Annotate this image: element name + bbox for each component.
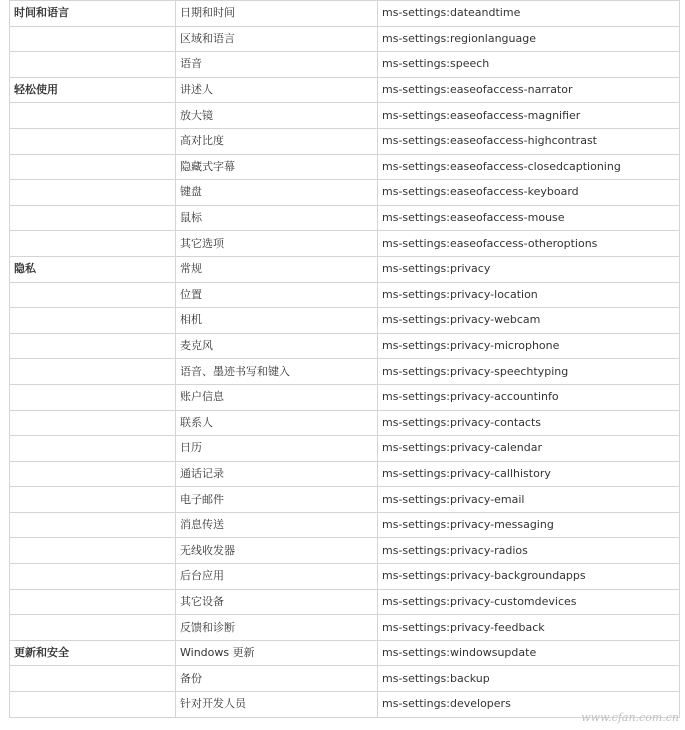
category-cell <box>10 333 176 359</box>
setting-name-cell: Windows 更新 <box>176 640 378 666</box>
setting-name-cell: 备份 <box>176 666 378 692</box>
setting-name-cell: 日历 <box>176 436 378 462</box>
uri-cell: ms-settings:privacy-microphone <box>378 333 680 359</box>
table-row <box>10 256 680 282</box>
setting-name-cell: 鼠标 <box>176 205 378 231</box>
category-cell <box>10 666 176 692</box>
table-row <box>10 564 680 590</box>
uri-cell: ms-settings:privacy-contacts <box>378 410 680 436</box>
setting-name-cell: 隐藏式字幕 <box>176 154 378 180</box>
uri-cell: ms-settings:developers <box>378 692 680 718</box>
uri-cell: ms-settings:privacy-radios <box>378 538 680 564</box>
table-row <box>10 538 680 564</box>
uri-cell: ms-settings:speech <box>378 52 680 78</box>
table-row <box>10 384 680 410</box>
uri-cell: ms-settings:easeofaccess-magnifier <box>378 103 680 129</box>
watermark: www.cfan.com.cn <box>581 711 679 724</box>
uri-cell: ms-settings:easeofaccess-mouse <box>378 205 680 231</box>
category-cell <box>10 154 176 180</box>
category-cell <box>10 308 176 334</box>
category-cell <box>10 564 176 590</box>
table-row <box>10 410 680 436</box>
uri-cell: ms-settings:privacy-customdevices <box>378 589 680 615</box>
table-row <box>10 77 680 103</box>
table-row <box>10 26 680 52</box>
category-cell: 时间和语言 <box>10 1 176 27</box>
table-row <box>10 615 680 641</box>
setting-name-cell: 常规 <box>176 256 378 282</box>
uri-cell: ms-settings:privacy-callhistory <box>378 461 680 487</box>
setting-name-cell: 麦克风 <box>176 333 378 359</box>
settings-uri-table <box>9 0 680 718</box>
setting-name-cell: 高对比度 <box>176 128 378 154</box>
category-cell <box>10 128 176 154</box>
table-body <box>10 1 680 718</box>
table-row <box>10 692 680 718</box>
table-row <box>10 308 680 334</box>
table-row <box>10 461 680 487</box>
category-cell <box>10 589 176 615</box>
category-cell: 隐私 <box>10 256 176 282</box>
table-row <box>10 282 680 308</box>
category-cell <box>10 52 176 78</box>
uri-cell: ms-settings:regionlanguage <box>378 26 680 52</box>
table-row <box>10 205 680 231</box>
uri-cell: ms-settings:backup <box>378 666 680 692</box>
setting-name-cell: 针对开发人员 <box>176 692 378 718</box>
category-cell <box>10 461 176 487</box>
category-cell <box>10 384 176 410</box>
table-row <box>10 640 680 666</box>
setting-name-cell: 讲述人 <box>176 77 378 103</box>
table-row <box>10 180 680 206</box>
category-cell <box>10 180 176 206</box>
setting-name-cell: 联系人 <box>176 410 378 436</box>
table-row <box>10 154 680 180</box>
category-cell <box>10 359 176 385</box>
setting-name-cell: 其它选项 <box>176 231 378 257</box>
category-cell <box>10 410 176 436</box>
category-cell <box>10 231 176 257</box>
uri-cell: ms-settings:privacy-location <box>378 282 680 308</box>
setting-name-cell: 键盘 <box>176 180 378 206</box>
table-row <box>10 359 680 385</box>
table-row <box>10 1 680 27</box>
category-cell <box>10 436 176 462</box>
uri-cell: ms-settings:privacy-messaging <box>378 512 680 538</box>
table-row <box>10 436 680 462</box>
uri-cell: ms-settings:privacy-calendar <box>378 436 680 462</box>
setting-name-cell: 反馈和诊断 <box>176 615 378 641</box>
category-cell <box>10 692 176 718</box>
category-cell <box>10 282 176 308</box>
setting-name-cell: 无线收发器 <box>176 538 378 564</box>
table-row <box>10 512 680 538</box>
table-row <box>10 487 680 513</box>
uri-cell: ms-settings:dateandtime <box>378 1 680 27</box>
uri-cell: ms-settings:privacy-backgroundapps <box>378 564 680 590</box>
uri-cell: ms-settings:privacy-webcam <box>378 308 680 334</box>
category-cell: 更新和安全 <box>10 640 176 666</box>
category-cell <box>10 487 176 513</box>
category-cell <box>10 615 176 641</box>
uri-cell: ms-settings:privacy <box>378 256 680 282</box>
uri-cell: ms-settings:privacy-feedback <box>378 615 680 641</box>
uri-cell: ms-settings:easeofaccess-closedcaptioning <box>378 154 680 180</box>
uri-cell: ms-settings:easeofaccess-otheroptions <box>378 231 680 257</box>
table-row <box>10 231 680 257</box>
uri-cell: ms-settings:easeofaccess-narrator <box>378 77 680 103</box>
setting-name-cell: 电子邮件 <box>176 487 378 513</box>
setting-name-cell: 相机 <box>176 308 378 334</box>
table-row <box>10 333 680 359</box>
category-cell <box>10 103 176 129</box>
category-cell <box>10 512 176 538</box>
table-row <box>10 666 680 692</box>
setting-name-cell: 放大镜 <box>176 103 378 129</box>
setting-name-cell: 日期和时间 <box>176 1 378 27</box>
setting-name-cell: 账户信息 <box>176 384 378 410</box>
category-cell <box>10 205 176 231</box>
setting-name-cell: 通话记录 <box>176 461 378 487</box>
table-row <box>10 103 680 129</box>
table-row <box>10 128 680 154</box>
table-row <box>10 589 680 615</box>
category-cell <box>10 26 176 52</box>
table-row <box>10 52 680 78</box>
uri-cell: ms-settings:easeofaccess-keyboard <box>378 180 680 206</box>
setting-name-cell: 语音、墨迹书写和键入 <box>176 359 378 385</box>
setting-name-cell: 其它设备 <box>176 589 378 615</box>
setting-name-cell: 后台应用 <box>176 564 378 590</box>
setting-name-cell: 消息传送 <box>176 512 378 538</box>
uri-cell: ms-settings:privacy-email <box>378 487 680 513</box>
uri-cell: ms-settings:privacy-accountinfo <box>378 384 680 410</box>
setting-name-cell: 语音 <box>176 52 378 78</box>
uri-cell: ms-settings:privacy-speechtyping <box>378 359 680 385</box>
uri-cell: ms-settings:easeofaccess-highcontrast <box>378 128 680 154</box>
setting-name-cell: 位置 <box>176 282 378 308</box>
setting-name-cell: 区域和语言 <box>176 26 378 52</box>
uri-cell: ms-settings:windowsupdate <box>378 640 680 666</box>
category-cell <box>10 538 176 564</box>
category-cell: 轻松使用 <box>10 77 176 103</box>
